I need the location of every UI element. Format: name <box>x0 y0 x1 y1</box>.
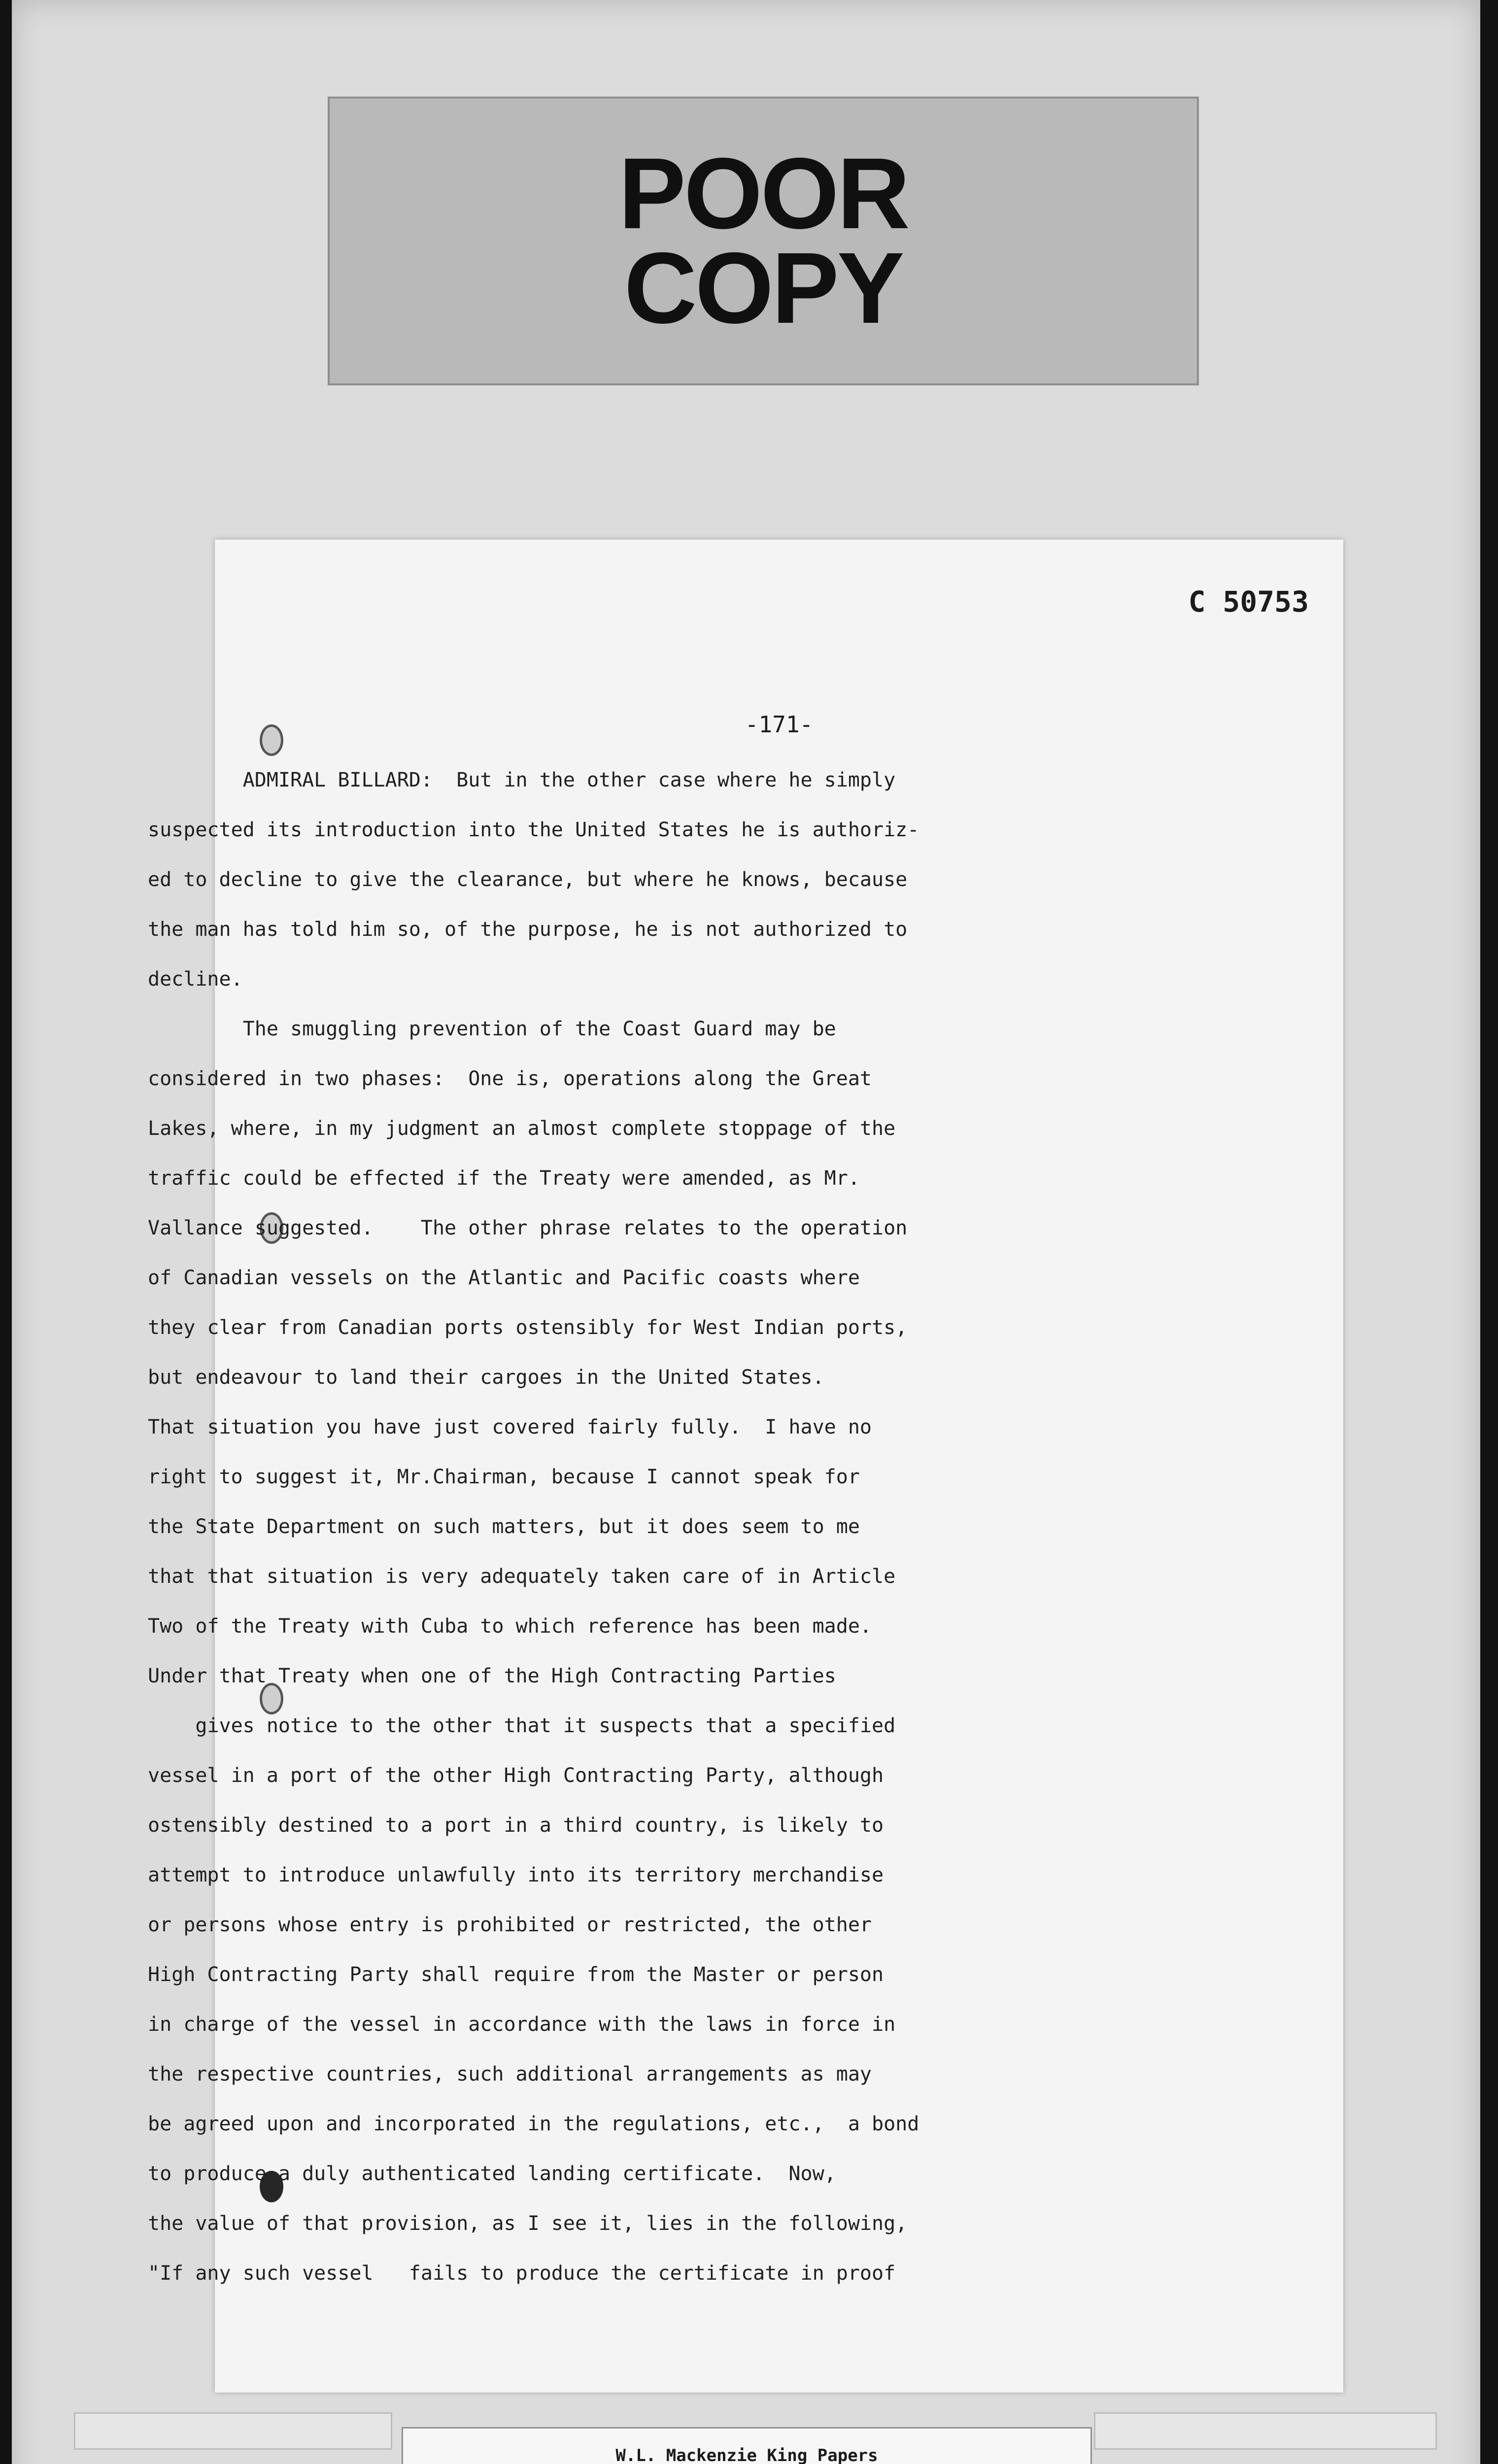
document-line: to produce a duly authenticated landing certificate. Now, <box>148 2162 836 2185</box>
page-number: -171- <box>745 711 814 738</box>
document-line: the State Department on such matters, but it does seem to me <box>148 1515 860 1538</box>
document-line: decline. <box>148 968 243 991</box>
document-line: the value of that provision, as I see it, lies in the following, <box>148 2212 908 2235</box>
document-line: be agreed upon and incorporated in the regulations, etc., a bond <box>148 2113 919 2135</box>
document-line: "If any such vessel fails to produce the certificate in proof <box>148 2262 896 2285</box>
document-line: they clear from Canadian ports ostensibly for West Indian ports, <box>148 1316 908 1339</box>
document-id: C 50753 <box>1188 585 1309 618</box>
document-line: that that situation is very adequately taken care of in Article <box>148 1565 896 1588</box>
document-line: the respective countries, such additional arrangements as may <box>148 2063 872 2086</box>
document-line: High Contracting Party shall require from the Master or person <box>148 1963 884 1986</box>
document-line: ostensibly destined to a port in a third country, is likely to <box>148 1814 884 1837</box>
document-line: That situation you have just covered fairly fully. I have no <box>148 1416 872 1438</box>
banner-line-2: COPY <box>624 232 903 344</box>
document-line: but endeavour to land their cargoes in the United States. <box>148 1366 824 1389</box>
document-line: Lakes, where, in my judgment an almost complete stoppage of the <box>148 1117 896 1140</box>
document-line: of Canadian vessels on the Atlantic and Pacific coasts where <box>148 1266 860 1289</box>
document-line: in charge of the vessel in accordance with the laws in force in <box>148 2013 896 2036</box>
document-line: Vallance suggested. The other phrase relates to the operation <box>148 1217 908 1239</box>
tape-strip <box>74 2412 392 2450</box>
poor-copy-banner <box>328 97 1199 385</box>
document-line: traffic could be effected if the Treaty were amended, as Mr. <box>148 1167 860 1190</box>
document-line: vessel in a port of the other High Contracting Party, although <box>148 1764 884 1787</box>
document-line: ed to decline to give the clearance, but where he knows, because <box>148 868 908 891</box>
document-line: The smuggling prevention of the Coast Guard may be <box>148 1018 836 1040</box>
collection-label <box>402 2427 1092 2464</box>
tape-strip <box>1094 2412 1437 2450</box>
document-line: Two of the Treaty with Cuba to which reference has been made. <box>148 1615 872 1638</box>
document-line: gives notice to the other that it suspects that a specified <box>148 1714 896 1737</box>
punch-hole-icon <box>260 724 283 756</box>
banner-line-1: POOR <box>618 137 908 250</box>
punch-hole-icon <box>260 1683 283 1714</box>
document-line: Under that Treaty when one of the High Contracting Parties <box>148 1665 836 1687</box>
document-line: considered in two phases: One is, operations along the Great <box>148 1067 872 1090</box>
document-line: attempt to introduce unlawfully into its territory merchandise <box>148 1864 884 1886</box>
document-line: or persons whose entry is prohibited or restricted, the other <box>148 1914 872 1936</box>
document-line: the man has told him so, of the purpose, he is not authorized to <box>148 918 908 941</box>
document-line: right to suggest it, Mr.Chairman, because I cannot speak for <box>148 1466 860 1488</box>
collection-label-line-1: W.L. Mackenzie King Papers <box>615 2446 878 2464</box>
document-line: suspected its introduction into the United States he is authoriz- <box>148 819 919 841</box>
document-line: ADMIRAL BILLARD: But in the other case where he simply <box>148 769 896 791</box>
